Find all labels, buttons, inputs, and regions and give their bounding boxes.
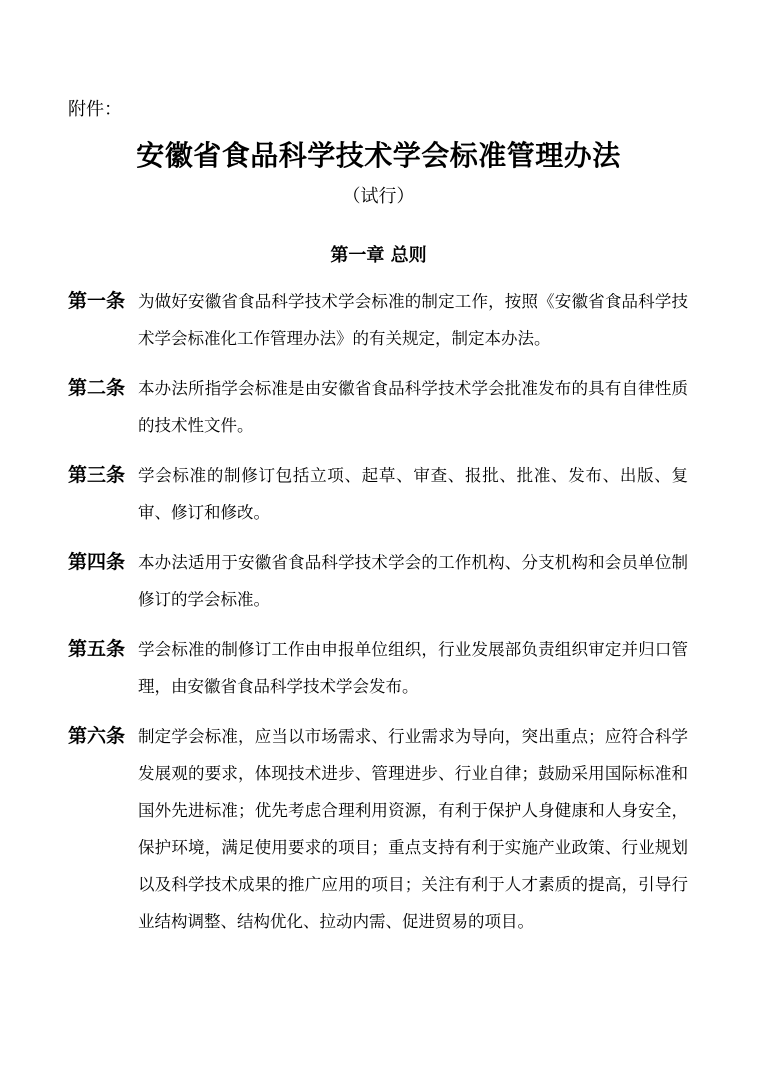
article-text: 学会标准的制修订包括立项、起草、审查、报批、批准、发布、出版、复审、修订和修改。 — [138, 466, 688, 522]
article-list — [68, 286, 688, 956]
article-text: 本办法所指学会标准是由安徽省食品科学技术学会批准发布的具有自律性质的技术性文件。 — [138, 379, 688, 435]
article-text: 为做好安徽省食品科学技术学会标准的制定工作，按照《安徽省食品科学技术学会标准化工作管理办法》的有关规定，制定本办法。 — [138, 292, 688, 348]
article-6 — [68, 721, 688, 940]
chapter-heading: 第一章 总则 — [330, 245, 427, 266]
document-title: 安徽省食品科学技术学会标准管理办法 — [136, 139, 621, 172]
article-2 — [68, 373, 688, 444]
article-1 — [68, 286, 688, 357]
article-text: 制定学会标准，应当以市场需求、行业需求为导向，突出重点；应符合科学发展观的要求，体现技术进步、管理进步、行业自律；鼓励采用国际标准和国外先进标准；优先考虑合理利用资源，有利于保护人身健康和人身安全，保护环境，满足使用要求的项目；重点支持有利于实施产业政策、行业规划以及科学技术成果的推广应用的项目；关注有利于人才素质的提高，引导行业结构调整、结构优化、拉动内需、促进贸易的项目。 — [138, 727, 688, 931]
article-5 — [68, 634, 688, 705]
document-subtitle: （试行） — [342, 186, 415, 207]
article-label: 第三条 — [68, 464, 126, 486]
article-3 — [68, 460, 688, 531]
article-label: 第二条 — [68, 377, 126, 399]
article-label: 第六条 — [68, 725, 126, 747]
article-label: 第五条 — [68, 638, 126, 660]
article-text: 本办法适用于安徽省食品科学技术学会的工作机构、分支机构和会员单位制修订的学会标准。 — [138, 553, 688, 609]
article-label: 第一条 — [68, 290, 126, 312]
article-text: 学会标准的制修订工作由申报单位组织，行业发展部负责组织审定并归口管理，由安徽省食品科学技术学会发布。 — [138, 640, 688, 696]
attachment-label: 附件： — [68, 99, 122, 120]
article-label: 第四条 — [68, 551, 126, 573]
article-4 — [68, 547, 688, 618]
